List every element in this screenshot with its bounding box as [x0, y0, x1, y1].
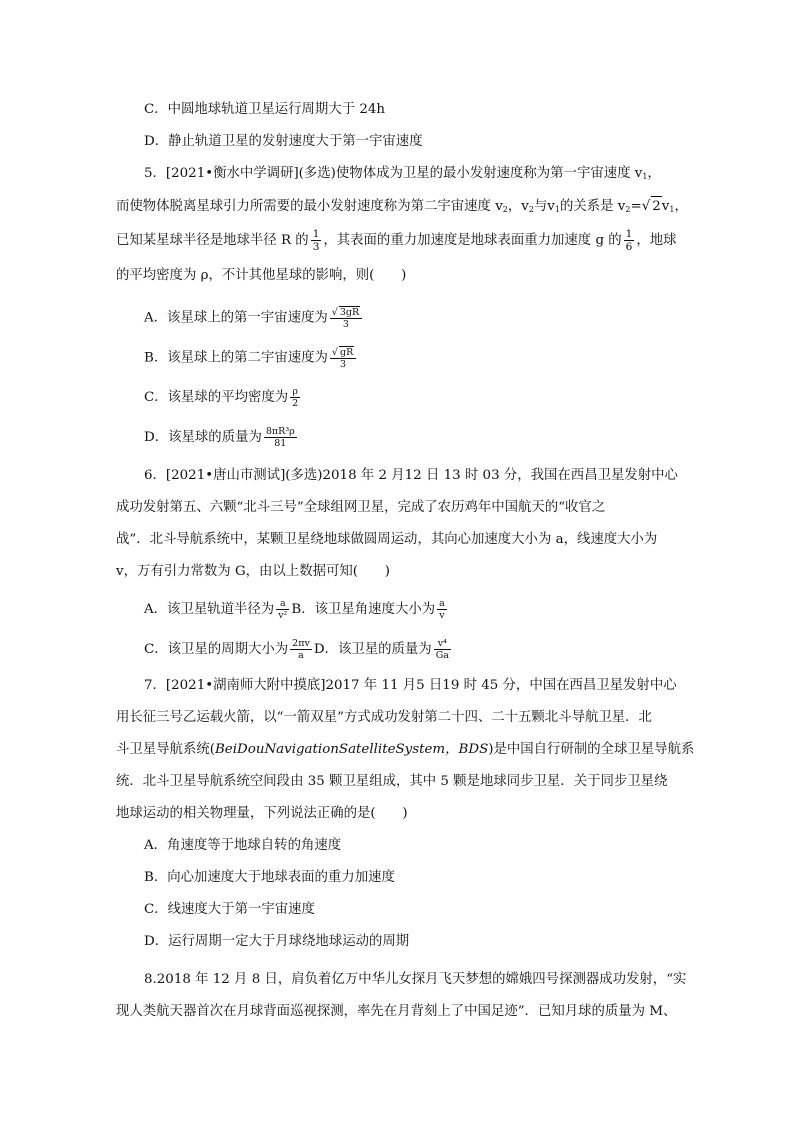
question-5-line-4: 的平均密度为 ρ，不计其他星球的影响，则( ) [116, 268, 407, 283]
option-a-q7: A．角速度等于地球自转的角速度 [144, 838, 342, 853]
option-d-q4: D．静止轨道卫星的发射速度大于第一宇宙速度 [144, 134, 423, 149]
fraction-d-q5: $\frac{\text{8πR³ρ}}{81}$ [265, 426, 295, 449]
question-5-line-3: 已知某星球半径是地球半径 R 的 $\frac{1}{3}$ ，其表面的重力加速度是地球表面重力加速度 g 的 $\frac{1}{6}$ ，地球 [116, 228, 677, 253]
question-7-line-4: 统．北斗卫星导航系统空间段由 35 颗卫星组成，其中 5 颗是地球同步卫星．关于同步卫星绕 [116, 774, 668, 789]
option-a-q5: A．该星球上的第一宇宙速度为 $\frac{√ 3gR}{3}$ [144, 306, 684, 330]
question-5-line-1: 5．[2021•衡水中学调研](多选)使物体成为卫星的最小发射速度称为第一宇宙速度 $v_1$， [144, 166, 661, 181]
option-c-q4: C．中圆地球轨道卫星运行周期大于 24h [144, 102, 386, 117]
fraction-a-q5: $\frac{√ 3gR}{3}$ [330, 306, 362, 330]
question-6-line-1: 6．[2021•唐山市测试](多选)2018 年 2 月12 日 13 时 03 分，我国在西昌卫星发射中心 [144, 468, 678, 483]
fraction-c-q6: $\frac{2\pi v}{a}$ [292, 638, 310, 661]
question-6-line-3: 战”．北斗导航系统中，某颗卫星绕地球做圆周运动，其向心加速度大小为 a，线速度大小为 [116, 532, 658, 547]
question-7-line-3: 斗卫星导航系统(BeiDouNavigationSatelliteSystem，BDS)是中国自行研制的全球卫星导航系 [116, 742, 695, 757]
option-ab-q6: A．该卫星轨道半径为 $\frac{a}{\text{v²}}$ B．该卫星角速度大小为 $\frac{a}{v}$ [144, 598, 445, 621]
question-5-line-2: 而使物体脱离星球引力所需要的最小发射速度称为第二宇宙速度 $v_2$，$v_2$与$v_1$的关系是 $v_2=√$ $2v_1$， [116, 196, 684, 220]
fraction-one-sixth: $\frac{1}{6}$ [625, 228, 633, 253]
question-7-line-5: 地球运动的相关物理量，下列说法正确的是( ) [116, 806, 408, 821]
option-d-q5: D．该星球的质量为 $\frac{\text{8πR³ρ}}{81}$ [144, 426, 295, 449]
question-8-line-2: 现人类航天器首次在月球背面巡视探测，率先在月背刻上了中国足迹”．已知月球的质量为 M、 [116, 1004, 677, 1019]
option-b-q7: B．向心加速度大于地球表面的重力加速度 [144, 870, 395, 885]
fraction-c-q5: $\frac{\rho}{2}$ [292, 386, 299, 409]
question-6-line-4: v，万有引力常数为 G，由以上数据可知( ) [116, 564, 390, 579]
fraction-b-q5: $\frac{√ gR}{3}$ [330, 346, 356, 370]
fraction-d-q6: $\frac{\text{v⁴}}{Ga}$ [435, 638, 449, 661]
option-cd-q6: C．该卫星的周期大小为 $\frac{2\pi v}{a}$ D．该卫星的质量为 $\frac{\text{v⁴}}{Ga}$ [144, 638, 449, 661]
fraction-b-q6: $\frac{a}{v}$ [439, 598, 445, 621]
question-6-line-2: 成功发射第五、六颗“北斗三号”全球组网卫星，完成了农历鸡年中国航天的“收官之 [116, 500, 606, 515]
fraction-a-q6: $\frac{a}{\text{v²}}$ [278, 598, 288, 621]
option-c-q5: C．该星球的平均密度为 $\frac{\rho}{2}$ [144, 386, 299, 409]
option-c-q7: C．线速度大于第一宇宙速度 [144, 902, 315, 917]
option-d-q7: D．运行周期一定大于月球绕地球运动的周期 [144, 934, 410, 949]
fraction-one-third: $\frac{1}{3}$ [312, 228, 320, 253]
question-7-line-1: 7．[2021•湖南师大附中摸底]2017 年 11 月5 日19 时 45 分，中国在西昌卫星发射中心 [144, 678, 677, 693]
question-7-line-2: 用长征三号乙运载火箭，以“一箭双星”方式成功发射第二十四、二十五颗北斗导航卫星．北 [116, 710, 652, 725]
option-b-q5: B．该星球上的第二宇宙速度为 $\frac{√ gR}{3}$ [144, 346, 684, 370]
question-8-line-1: 8.2018 年 12 月 8 日，肩负着亿万中华儿女探月飞天梦想的嫦娥四号探测器成功发射，“实 [144, 972, 687, 987]
